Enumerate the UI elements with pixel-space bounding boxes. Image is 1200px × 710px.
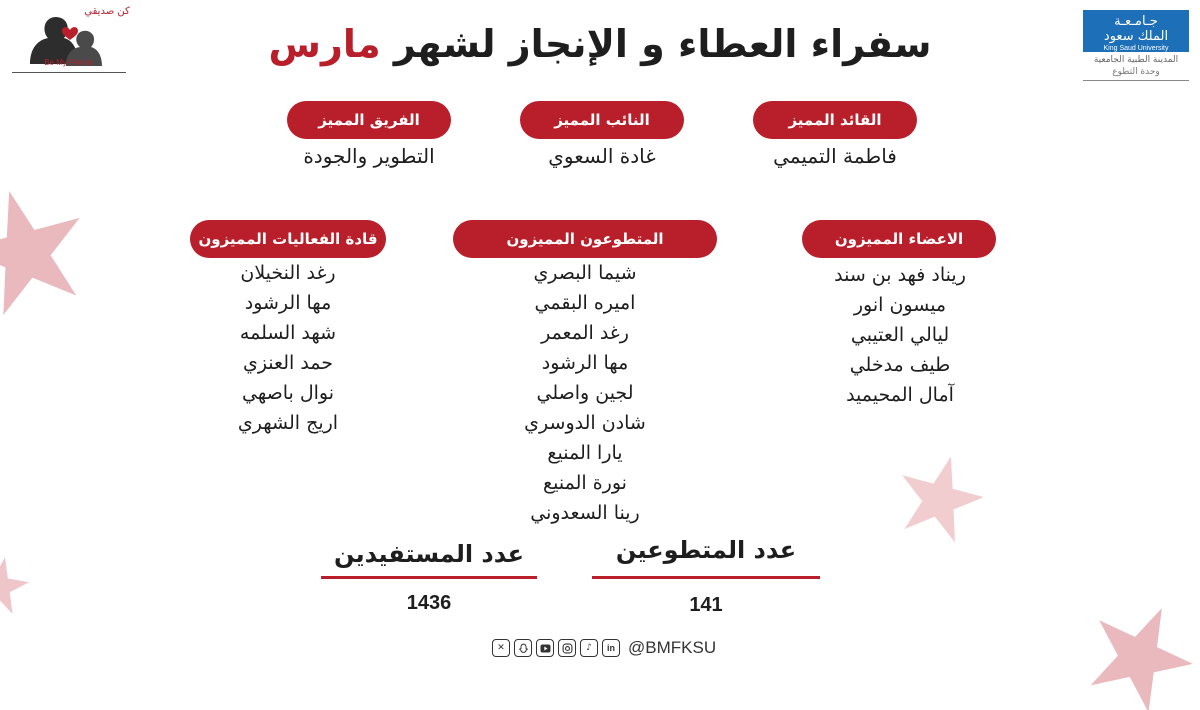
list-item: اريج الشهري (237, 412, 339, 434)
list-item: حمد العنزي (242, 352, 334, 374)
list-item: ميسون انور (853, 294, 947, 316)
list-item: آمال المحيميد (846, 384, 954, 406)
list-item: مها الرشود (244, 292, 332, 314)
logo-left-divider (12, 72, 126, 73)
deputy-award-badge: النائب المميز (520, 101, 684, 139)
ksu-logo (1083, 10, 1189, 52)
tiktok-icon[interactable]: ♪ (580, 639, 598, 657)
star-decoration-right (895, 450, 985, 545)
page-title-month: مارس (268, 22, 381, 66)
list-item: مها الرشود (541, 352, 629, 374)
list-item: نورة المنيع (543, 472, 627, 494)
members-list (800, 260, 1000, 410)
volunteers-count-value: 141 (689, 594, 723, 616)
beneficiaries-count-value: 1436 (406, 592, 452, 614)
ksu-logo-english: King Saud University (1103, 45, 1169, 52)
list-item: رينا السعدوني (530, 502, 640, 524)
social-bar (492, 637, 716, 659)
activity-leaders-badge: قادة الفعاليات المميزون (190, 220, 386, 258)
list-item: اميره البقمي (534, 292, 636, 314)
youtube-icon[interactable] (536, 639, 554, 657)
ksu-logo-divider (1083, 80, 1189, 81)
volunteers-count-divider (592, 576, 820, 579)
social-handle[interactable]: @BMFKSU (628, 638, 717, 657)
ksu-logo-subtitle: المدينة الطبية الجامعية (1093, 55, 1179, 65)
list-item: شهد السلمه (239, 322, 337, 344)
star-decoration-bottom-right (1085, 600, 1195, 710)
list-item: يارا المنيع (547, 442, 623, 464)
linkedin-icon[interactable]: in (602, 639, 620, 657)
deputy-award-name: غادة السعوي (548, 144, 656, 168)
page-title (230, 14, 970, 74)
list-item: ليالي العتيبي (850, 324, 950, 346)
page-title-main: سفراء العطاء و الإنجاز لشهر (393, 22, 932, 66)
list-item: رغد المعمر (541, 322, 629, 344)
leader-award-name: فاطمة التميمي (773, 144, 897, 168)
team-award-name: التطوير والجودة (303, 144, 435, 168)
star-decoration-bottom-left (0, 555, 30, 615)
volunteers-badge: المتطوعون المميزون (453, 220, 717, 258)
star-decoration-left (0, 185, 90, 315)
activity-leaders-list (188, 258, 388, 438)
ksu-logo-line1: جـامـعـة (1114, 14, 1158, 29)
list-item: شادن الدوسري (524, 412, 646, 434)
list-item: نوال باصهي (241, 382, 335, 404)
snapchat-icon[interactable] (514, 639, 532, 657)
ksu-logo-line2: الملك سعود (1103, 29, 1169, 44)
instagram-icon[interactable] (558, 639, 576, 657)
list-item: رغد النخيلان (240, 262, 336, 284)
team-award-badge: الفريق المميز (287, 101, 451, 139)
list-item: شيما البصري (533, 262, 637, 284)
volunteers-list (485, 258, 685, 528)
beneficiaries-count-label: عدد المستفيدين (333, 540, 525, 568)
ksu-logo-unit: وحدة التطوع (1112, 67, 1160, 77)
list-item: طيف مدخلي (849, 354, 951, 376)
members-badge: الاعضاء المميزون (802, 220, 996, 258)
logo-left-english: Be My Friend (44, 58, 92, 67)
logo-left-arabic: كن صديقي (84, 6, 130, 17)
beneficiaries-count-divider (321, 576, 537, 579)
volunteers-count-label: عدد المتطوعين (615, 536, 797, 564)
list-item: ريناد فهد بن سند (834, 264, 966, 286)
leader-award-badge: القائد المميز (753, 101, 917, 139)
list-item: لجين واصلي (536, 382, 634, 404)
x-icon[interactable]: ✕ (492, 639, 510, 657)
